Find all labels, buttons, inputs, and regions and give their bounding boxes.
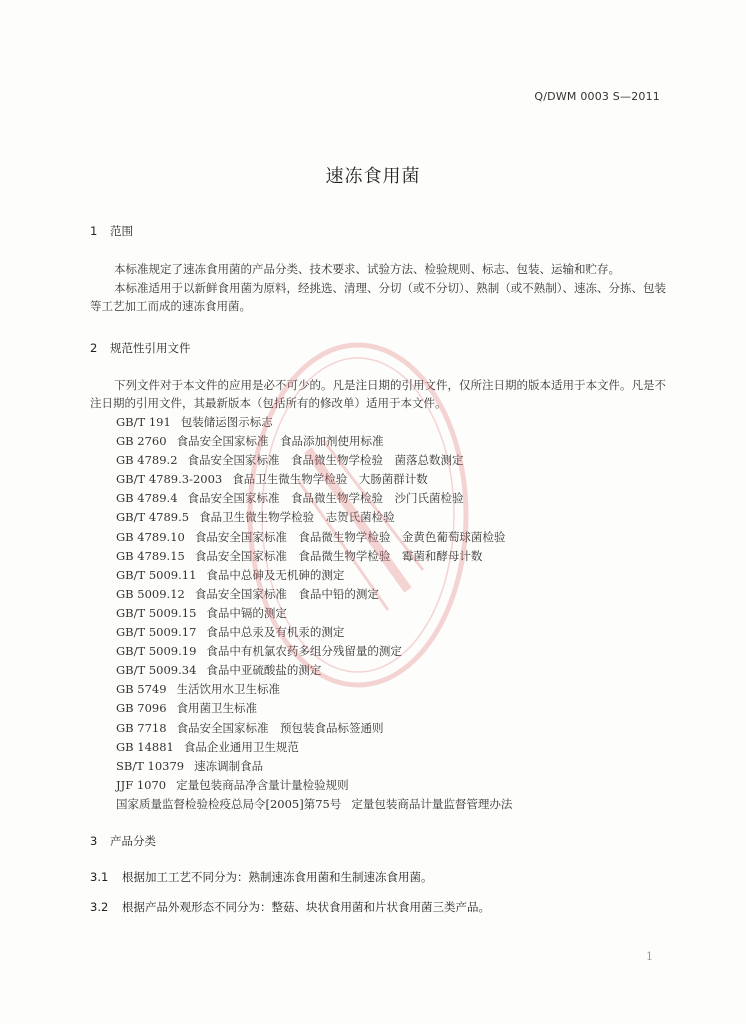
reference-item [116, 795, 512, 814]
reference-code: GB/T 5009.17 [116, 625, 197, 640]
reference-code: GB/T 5009.15 [116, 605, 197, 620]
reference-title: 食品卫生微生物学检验 志贺氏菌检验 [199, 510, 395, 525]
reference-item [116, 757, 512, 776]
reference-item [116, 451, 512, 470]
normative-intro: 下列文件对于本文件的应用是必不可少的。凡是注日期的引用文件，仅所注日期的版本适用于本文件。凡是不注日期的引用文件，其最新版本（包括所有的修改单）适用于本文件。 [90, 378, 666, 410]
section-number: 2 [90, 341, 98, 355]
reference-item [116, 470, 512, 489]
reference-title: 食品企业通用卫生规范 [183, 739, 299, 754]
reference-code: GB 5749 [116, 682, 167, 697]
section-number: 1 [90, 224, 98, 238]
reference-item [116, 489, 512, 508]
document-code: Q/DWM 0003 S—2011 [534, 90, 660, 103]
reference-title: 食品安全国家标准 食品微生物学检验 霉菌和酵母计数 [194, 548, 483, 563]
scope-paragraph-2: 本标准适用于以新鲜食用菌为原料，经挑选、清理、分切（或不分切）、熟制（或不熟制）、速冻、分拣、包装等工艺加工而成的速冻食用菌。 [90, 281, 666, 313]
scope-paragraph-1: 本标准规定了速冻食用菌的产品分类、技术要求、试验方法、检验规则、标志、包装、运输和贮存。 [114, 262, 620, 276]
clause-number: 3.2 [90, 900, 109, 914]
reference-title: 食品卫生微生物学检验 大肠菌群计数 [232, 472, 428, 487]
reference-code: GB 4789.4 [116, 491, 178, 506]
section-title: 产品分类 [110, 834, 156, 848]
document-title: 速冻食用菌 [325, 166, 421, 187]
reference-title: 生活饮用水卫生标准 [176, 682, 281, 697]
reference-code: GB 14881 [116, 739, 174, 754]
reference-title: 食品安全国家标准 食品微生物学检验 金黄色葡萄球菌检验 [194, 529, 506, 544]
reference-item [116, 547, 512, 566]
clause-3-1 [90, 869, 433, 885]
reference-code: GB 2760 [116, 434, 167, 449]
reference-title: 包装储运图示标志 [180, 415, 273, 429]
reference-title: 定量包装商品净含量计量检验规则 [176, 777, 349, 792]
reference-item [116, 776, 512, 795]
reference-item [116, 623, 512, 642]
reference-code: 国家质量监督检验检疫总局令[2005]第75号 [116, 796, 342, 811]
reference-title: 速冻调制食品 [194, 758, 264, 773]
reference-title: 食用菌卫生标准 [176, 701, 258, 716]
reference-title: 食品安全国家标准 食品微生物学检验 菌落总数测定 [187, 453, 464, 468]
reference-code: GB 7096 [116, 701, 167, 716]
section-title: 规范性引用文件 [110, 341, 191, 355]
reference-code: GB 5009.12 [116, 586, 185, 601]
reference-code: GB 4789.15 [116, 548, 185, 563]
page-number: 1 [646, 950, 653, 963]
clause-text: 根据加工工艺不同分为：熟制速冻食用菌和生制速冻食用菌。 [122, 870, 433, 884]
reference-code: GB/T 191 [116, 415, 171, 429]
reference-code: GB/T 4789.3-2003 [116, 472, 223, 487]
reference-code: GB/T 5009.34 [116, 663, 197, 678]
reference-list [116, 413, 512, 814]
reference-title: 食品中有机氯农药多组分残留量的测定 [206, 644, 402, 659]
reference-item [116, 566, 512, 585]
reference-item [116, 719, 512, 738]
clause-3-2 [90, 899, 490, 915]
reference-code: GB/T 4789.5 [116, 510, 190, 525]
reference-title: 食品中总砷及无机砷的测定 [206, 567, 345, 582]
reference-code: GB 7718 [116, 720, 167, 735]
reference-code: JJF 1070 [116, 777, 167, 792]
reference-title: 食品中总汞及有机汞的测定 [206, 625, 345, 640]
reference-title: 食品安全国家标准 食品微生物学检验 沙门氏菌检验 [187, 491, 464, 506]
reference-title: 食品中镉的测定 [206, 605, 287, 620]
reference-title: 定量包装商品计量监督管理办法 [351, 796, 513, 811]
section-number: 3 [90, 834, 98, 848]
reference-item [116, 661, 512, 680]
reference-title: 食品安全国家标准 预包装食品标签通则 [176, 720, 384, 735]
reference-code: GB/T 5009.19 [116, 644, 197, 659]
section-title: 范围 [110, 224, 133, 238]
section-heading-scope [90, 223, 133, 239]
reference-item [116, 585, 512, 604]
reference-code: GB/T 5009.11 [116, 567, 197, 582]
reference-title: 食品安全国家标准 食品中铅的测定 [194, 586, 379, 601]
reference-code: SB/T 10379 [116, 758, 185, 773]
reference-item [116, 528, 512, 547]
section-heading-classification [90, 833, 156, 849]
reference-item [116, 680, 512, 699]
clause-number: 3.1 [90, 870, 109, 884]
reference-item [116, 738, 512, 757]
reference-title: 食品中亚硫酸盐的测定 [206, 663, 322, 678]
reference-code: GB 4789.10 [116, 529, 185, 544]
reference-item [116, 699, 512, 718]
reference-code: GB 4789.2 [116, 453, 178, 468]
clause-text: 根据产品外观形态不同分为：整菇、块状食用菌和片状食用菌三类产品。 [122, 900, 490, 914]
reference-item [116, 432, 512, 451]
reference-item [116, 642, 512, 661]
reference-item [116, 508, 512, 527]
reference-title: 食品安全国家标准 食品添加剂使用标准 [176, 434, 384, 449]
section-heading-normative [90, 340, 191, 356]
reference-item [116, 604, 512, 623]
reference-item [116, 413, 512, 432]
